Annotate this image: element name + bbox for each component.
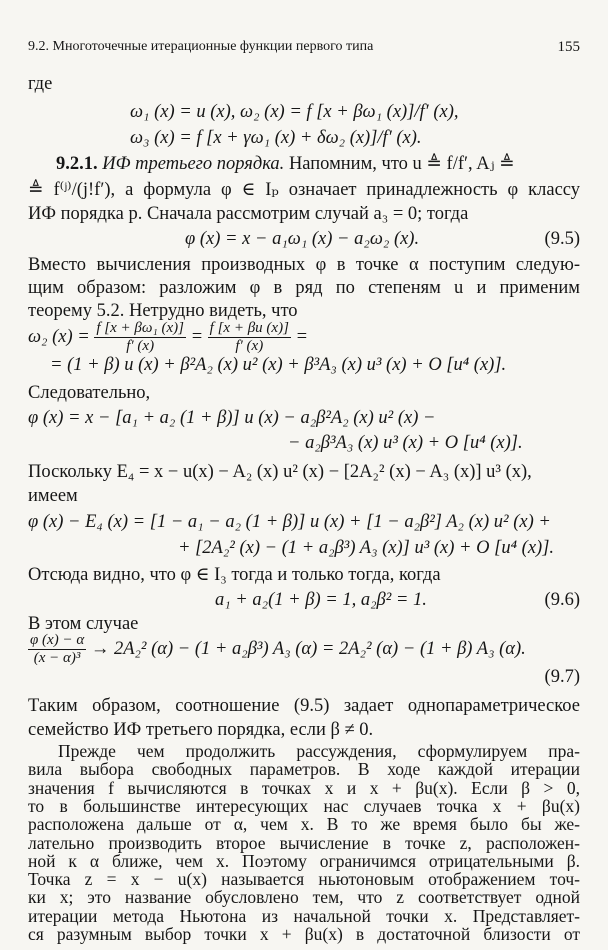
equation-omega2-expansion [28,320,580,355]
text-line: щим образом: разложим φ в ряд по степеням u и применим [28,278,580,298]
section-title: ИФ третьего порядка. [102,154,285,174]
text-line: Следовательно, [28,383,151,403]
numerator: f [x + βu (x)] [209,320,289,337]
fraction [208,320,291,355]
text-line: Таким образом, соотношение (9.5) задает однопараметрическое [28,696,580,716]
equals-sign: = [190,327,204,347]
equation-body: → 2A₂² (α) − (1 + a₂β³) A₃ (α) = 2A₂² (α) − (1 + β) A₃ (α). [90,639,526,659]
text-line: ≜ f⁽ʲ⁾/(j!f′), а формула φ ∈ Iₚ означает принадлежность φ классу [28,180,580,200]
text-line: значения f вычисляются в точках x и x + βu(x). Если β > 0, [28,777,580,798]
equation-number: (9.7) [544,667,580,687]
text-line: расположена дальше от α, чем x. В то же время было бы же- [28,814,580,835]
equation-line: φ (x) − E₄ (x) = [1 − a₁ − a₂ (1 + β)] u (x) + [1 − a₂β²] A₂ (x) u² (x) + [28,512,551,532]
text-line: ИФ порядка p. Сначала рассмотрим случай a₃ = 0; тогда [28,204,469,224]
equation-line: φ (x) = x − [a₁ + a₂ (1 + β)] u (x) − a₂β²A₂ (x) u² (x) − [28,408,436,428]
equation-body: φ (x) = x − a₁ω₁ (x) − a₂ω₂ (x). [185,229,420,249]
text-line: ся разумным выбор точки x + βu(x) в достаточной близости от [28,924,580,944]
text-line: ной к α ближе, чем x. Поэтому ограничимся отрицательными β. [28,850,580,871]
text-line: лательно производить второе вычисление в точке z, расположен- [28,832,580,853]
equation-9-7 [28,632,580,667]
text-line: итерации метода Ньютона из начальной точки x. Представляет- [28,905,580,926]
equation-9-5 [185,227,580,251]
running-header [28,35,580,59]
fraction [94,320,186,355]
equation-line: − a₂β³A₃ (x) u³ (x) + O [u⁴ (x)]. [288,433,523,453]
running-title: 9.2. Многоточечные итерационные функции первого типа [28,39,374,54]
equation-omega-1-2: ω₁ (x) = u (x), ω₂ (x) = f [x + βω₁ (x)]/f′ (x), [130,102,459,122]
text-line: имеем [28,486,78,506]
equals-sign: = [295,327,309,347]
equation-lhs: ω₂ (x) = [28,327,90,347]
text-line: Отсюда видно, что φ ∈ I₃ тогда и только тогда, когда [28,565,441,585]
text-line: то в большинстве интересующих нас случаев точка x + βu(x) [28,795,580,816]
numerator: f [x + βω₁ (x)] [96,320,184,337]
text-line: Вместо вычисления производных φ в точке α поступим следую- [28,255,580,275]
denominator: f′ (x) [235,338,264,355]
numerator: φ (x) − α [30,632,85,649]
section-number: 9.2.1. [56,154,98,174]
section-heading-line [28,152,580,176]
equation-line: = (1 + β) u (x) + β²A₂ (x) u² (x) + β³A₃ (x) u³ (x) + O [u⁴ (x)]. [50,355,507,375]
equation-omega-3: ω₃ (x) = f [x + γω₁ (x) + δω₂ (x)]/f′ (x). [130,128,422,148]
text-line: Прежде чем продолжить рассуждения, сформулируем пра- [58,741,580,761]
text-line: В этом случае [28,614,139,634]
text-line: где [28,74,53,94]
denominator: f′ (x) [126,338,155,355]
equation-9-6 [215,588,580,612]
equation-body: a₁ + a₂(1 + β) = 1, a₂β² = 1. [215,590,427,610]
text-line: семейство ИФ третьего порядка, если β ≠ 0. [28,720,374,740]
equation-line: + [2A₂² (x) − (1 + a₂β³) A₃ (x)] u³ (x) + O [u⁴ (x)]. [178,538,555,558]
text-line: ки x; это название обусловлено тем, что z соответствует одной [28,887,580,908]
fraction [28,632,86,667]
text-line: вила выбора свободных параметров. В ходе каждой итерации [28,759,580,780]
text-line: Точка z = x − u(x) называется ньютоновым отображением точ- [28,869,580,890]
text-line: Поскольку E₄ = x − u(x) − A₂ (x) u² (x) − [2A₂² (x) − A₃ (x)] u³ (x), [28,462,532,482]
text-line: теорему 5.2. Нетрудно видеть, что [28,301,298,321]
equation-number: (9.5) [544,229,580,249]
page-number: 155 [557,39,580,55]
equation-number: (9.6) [544,590,580,610]
denominator: (x − α)³ [33,650,81,667]
section-text: Напомним, что u ≜ f/f′, Aⱼ ≜ [288,154,515,174]
